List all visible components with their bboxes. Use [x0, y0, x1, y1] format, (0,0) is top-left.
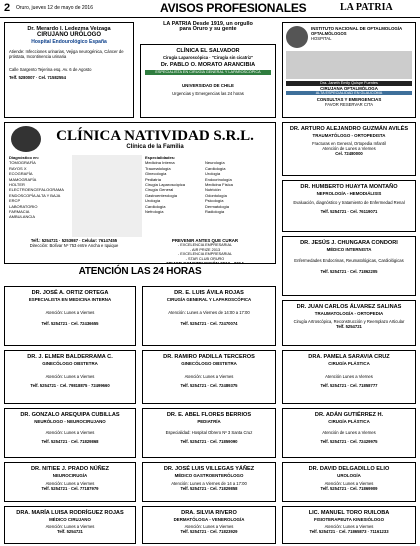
specialty: CIRUGÍA PLÁSTICA [328, 419, 370, 424]
specialty-item: Urología [145, 198, 161, 204]
doctor-name: DR. JESÚS J. CHUNGARA CONDORI [300, 240, 398, 246]
hospital: Hospital Endourológico España [31, 39, 107, 45]
ad-phone: Telf. 5254721 · Cel. 71865873 · 71161233 [309, 529, 389, 534]
university: UNIVERSIDAD DE CHILE [182, 82, 234, 88]
ad-text: Atención: Lunes a Viernes de 14:00 a 17:00 [168, 310, 250, 315]
paper-name: LA PATRIA [340, 2, 393, 13]
diag-item: HOLTER [9, 182, 25, 188]
specialty-item: Cardiología [145, 203, 166, 209]
specialty-band: ALTA ESPECIALIDAD EN GLAUCOMA [286, 91, 412, 96]
diag-item: FARMACIA [9, 209, 30, 215]
ad-text: Atención Lunes a Viernes [325, 374, 373, 379]
doctor-name: DR. GONZALO AREQUIPA CUBILLAS [20, 412, 120, 418]
doctor-name: DR. E. ABEL FLORES BERRIOS [166, 412, 252, 418]
clinic-logo [11, 126, 41, 152]
specialty-item: Endocrinología [205, 176, 232, 182]
doctor-name: DR. JUAN CARLOS ÁLVAREZ SALINAS [296, 304, 402, 310]
ad-text: Atención de Lunes a Viernes [322, 146, 376, 151]
ad-prado [4, 462, 136, 502]
specialty: MÉDICO GASTROENTERÓLOGO [174, 473, 244, 478]
ad-phone: Cel. 72480000 [335, 151, 363, 156]
specialty-item: Cirugía General [145, 187, 174, 193]
ad-text: Atención: Lunes a Viernes [45, 310, 95, 315]
tagline: Cirugía Laparoscópica · "Cirugía sin cicatriz" [162, 55, 254, 60]
doctor-name: Dra. Janeth Emily Quispe Fuentes [286, 81, 412, 86]
ad-phone: Telf. 5254721 · Cel. 71858777 [320, 383, 378, 388]
institute-logo [286, 26, 308, 48]
specialty: CIRUJANO URÓLOGO [36, 32, 101, 38]
ad-gutierrez [282, 408, 416, 458]
ad-text: Atención: Lunes a Viernes [184, 374, 234, 379]
page-header [0, 0, 420, 18]
ad-phone: Telf. 5254721 · Cel. 79818875 · 72499660 [30, 383, 110, 388]
specialty: NEUROCIRUGÍA [52, 473, 88, 478]
diag-heading: Diagnóstico en: [9, 155, 40, 160]
ad-patria [140, 22, 276, 42]
specialty-band: ESPECIALISTA EN CIRUGÍA GENERAL Y LAPAROSCÓPICA [145, 70, 271, 75]
specialty: ESPECIALISTA EN MEDICINA INTERNA [28, 297, 112, 302]
specialty-item: Traumatología [145, 165, 171, 171]
specialty-item: Urología [205, 171, 221, 177]
clinic-subtitle: Clínica de la Familia [126, 144, 184, 150]
award: - STAR CLUB ORURO [185, 256, 225, 261]
ad-arequipa [4, 408, 136, 458]
prevent: PREVENIR ANTES QUE CURAR [171, 238, 239, 243]
ad-phone: Telf. 5254721 [336, 324, 362, 329]
ad-natividad [4, 122, 276, 264]
diag-item: TOMOGRAFÍA [9, 160, 36, 166]
doctor-name: DR. HUMBERTO HUAYTA MONTAÑO [300, 184, 398, 190]
specialty: TRAUMATOLOGÍA - ORTOPEDIA [314, 311, 384, 316]
ad-balderrama [4, 350, 136, 404]
reserve: FAVOR RESERVAR CITA [324, 102, 374, 108]
ad-address: Calle Sargento Tejerina esq. Av. 6 de Agosto [9, 67, 92, 72]
specialty-item: Pediatría [145, 176, 162, 182]
photo-strip [286, 51, 412, 79]
diag-item: LABORATORIO [9, 203, 38, 209]
specialty-item: Medicina Física [205, 182, 233, 188]
specialty-item: Neurología [205, 160, 225, 166]
specialty: UROLOGÍA [337, 473, 361, 478]
ad-text: Atención: Lunes a Viernes [45, 430, 95, 435]
specialty: TRAUMATÓLOGO - ORTOPEDISTA [312, 133, 386, 138]
ad-ortega [4, 286, 136, 346]
ad-phone: Telf. 5254721 · Cel. 72429975 [320, 439, 378, 444]
institute-hospital: HOSPITAL [311, 36, 332, 41]
hours: Urgencias y Emergencias las 24 horas [172, 90, 244, 96]
specialty-item: Cardiología [205, 165, 226, 171]
specialty: MÉDICO INTERNISTA [326, 247, 372, 252]
doctor-name: DR. ARTURO ALEJANDRO GUZMÁN AVILÉS [289, 126, 409, 132]
ad-ruiloba [282, 506, 416, 544]
ad-text: Atención: Lunes a Viernes [184, 524, 234, 529]
ad-berrios [142, 408, 276, 458]
ad-aviles [282, 122, 416, 176]
ad-rivero [142, 506, 276, 544]
diag-item: ECOGRAFÍA [9, 171, 33, 177]
specialty-item: Cirugía Laparoscópica [145, 182, 186, 188]
ad-delgadillo [282, 462, 416, 502]
ad-text: Atención: Lunes a Viernes [45, 374, 95, 379]
slogan-line1: LA PATRIA Desde 1919, un orgullo [163, 21, 253, 27]
diag-item: AMBULANCIA [9, 214, 36, 220]
specialty: PEDIATRÍA [197, 419, 221, 424]
ad-phone: Telf. 5254721 · Cel. 71862205 [320, 269, 378, 274]
attention-24h: ATENCIÓN LAS 24 HORAS [78, 266, 202, 277]
ad-text: Atención: Lunes a Viernes [45, 481, 95, 486]
ad-text: Atiende: Infecciones urinarias, Vejiga neurogénica, Cáncer de próstata, Incontinencia urinaria [9, 49, 124, 59]
ad-phone: Telf. 5254721 · Cel. 77187979 [41, 486, 99, 491]
ad-text: Cirugía Artroscópica, Reconstrucción y Reemplazo Articular [293, 319, 405, 324]
specialty: MÉDICO CIRUJANO [49, 517, 91, 522]
consult: CONSULTAS Y EMERGENCIAS [316, 97, 382, 103]
specialty: NEFROLOGÍA - HEMODIÁLISIS [316, 191, 382, 196]
ad-text: Atención: Lunes a Viernes [324, 524, 374, 529]
ad-oftalmologia [282, 22, 416, 118]
ad-phone: Telf. 5254721 · Cel. 71869909 [320, 486, 378, 491]
diag-item: ELECTROENCEFALOGRAMA [9, 187, 64, 193]
ad-salinas [282, 300, 416, 346]
institute-name: INSTITUTO NACIONAL DE OFTALMOLOGÍA [311, 26, 403, 31]
doctor-name: DR. NITIEE J. PRADO NÚÑEZ [30, 466, 109, 472]
doctor-name: DR. J. ELMER BALDERRAMA C. [27, 354, 113, 360]
doctor-name: DR. RAMIRO PADILLA TERCEROS [163, 354, 255, 360]
ad-avila [142, 286, 276, 346]
doctor-name: DRA. SILVIA RIVERO [181, 510, 237, 516]
award: - EXCELENCIA EMPRESARIAL [177, 252, 233, 257]
specialty-item: Radiología [205, 209, 225, 215]
ad-phone: Telf. 5254721 [57, 529, 83, 534]
doctor-name: DRA. MARÍA LUISA RODRÍGUEZ ROJAS [16, 510, 124, 516]
doctor-name: DR. JOSÉ LUIS VILLEGAS YÁÑEZ [163, 466, 255, 472]
doctor-name: Dr. PABLO O. MORATO ARANCIBIA [160, 62, 256, 68]
ad-text: Especialidad: Hospital Obrero Nº 3 Santa Cruz [165, 430, 253, 435]
page-date: Oruro, jueves 12 de mayo de 2016 [16, 5, 93, 11]
ad-text: Atención de Lunes a Viernes [322, 430, 376, 435]
specialty: CIRUGÍA GENERAL Y LAPAROSCÓPICA [166, 297, 252, 302]
best: MEJOR CONSTRUCCIÓN 2013 - 2014 [166, 261, 244, 264]
ad-ledezma [4, 22, 134, 118]
ad-villegas [142, 462, 276, 502]
slogan-line2: para Oruro y su gente [179, 26, 237, 32]
ad-text: Atención: Lunes a Viernes [45, 524, 95, 529]
specialty: GINECÓLOGO OBSTETRA [42, 361, 98, 366]
ad-phone: Telf. 5254721 · Cel. 72436655 [41, 321, 99, 326]
ad-phone: Telf. 5254721 · Cel. 72470074 [180, 321, 238, 326]
ad-saravia [282, 350, 416, 404]
ad-phone: Telf. 5280007 · Cel. 71582554 [9, 75, 66, 80]
doctor-name: DR. E. LUIS ÁVILA ROJAS [174, 290, 244, 296]
doctor-name: DR. DAVID DELGADILLO ELIO [308, 466, 390, 472]
doctor-name: DR. JOSÉ A. ORTIZ ORTEGA [31, 290, 109, 296]
specialty: DERMATÓLOGA - VENEROLOGÍA [173, 517, 245, 522]
ad-salvador [140, 44, 276, 118]
specialty-item: Gastroenterología [145, 192, 178, 198]
diag-item: RAYOS X [9, 165, 27, 171]
ad-chungara [282, 236, 416, 296]
ad-text: Atención: Lunes a Viernes [324, 481, 374, 486]
specialty: CIRUJANA OFTALMÓLOGA [320, 85, 378, 91]
specialty-item: Nutrición [205, 187, 221, 193]
diag-item: ENDOSCOPÍA ALTA Y BAJA [9, 192, 61, 198]
ad-rodriguez [4, 506, 136, 544]
ad-text: Enfermedades Endocrinas, Reumatológicas, Cardiológicas [294, 258, 404, 263]
section-title: AVISOS PROFESIONALES [160, 1, 307, 15]
specialty: FISIOTERAPEUTA KINESIÓLOGO [313, 517, 384, 522]
award: - EXCELENCIA EMPRESARIAL [177, 243, 233, 247]
ad-phone: Telf. 5254721 · Cel. 71859090 [180, 439, 238, 444]
ad-text: Atención: Lunes a Viernes de 14 a 17:00 [171, 481, 247, 486]
clinic-name: CLÍNICA NATIVIDAD S.R.L. [56, 128, 254, 144]
doctor-name: Dr. Merardo I. Ledezma Veizaga [27, 26, 111, 32]
ad-phone: Telf. 5254721 · Cel. 71823929 [180, 529, 238, 534]
specialty-item: Psicología [205, 198, 224, 204]
ad-phone: Telf. 5254721 · Cel. 71829868 [41, 439, 99, 444]
award: - AIR PRIZE 2013 [189, 247, 221, 252]
institute-type: OFTALMÓLOGOS [311, 31, 347, 36]
ad-text: Evaluación, diagnóstico y tratamiento de Enfermedad Renal [293, 200, 405, 205]
specialty: GINECÓLOGO OBSTETRA [181, 361, 237, 366]
phones: Telf.: 5254721 · 5253987 · Celular: 76147455 [30, 238, 118, 243]
page-number: 2 [4, 2, 11, 14]
clinic-name: CLÍNICA EL SALVADOR [176, 48, 240, 54]
diag-item: MAMOGRAFÍA [9, 176, 37, 182]
building-photo [72, 155, 142, 237]
doctor-name: LIC. MANUEL TORO RUILOBA [308, 510, 390, 516]
specialty: NEURÓLOGO - NEUROCIRUJANO [34, 419, 106, 424]
specialties-heading: Especialidades: [145, 155, 176, 160]
specialty: CIRUGÍA PLÁSTICA [328, 361, 370, 366]
ad-phone: Telf. 5254721 · Cel. 72489375 [180, 383, 238, 388]
doctor-name: DRA. PAMELA SARAVIA CRUZ [308, 354, 390, 360]
specialty-item: Odontología [205, 192, 227, 198]
ad-phone: Telf. 5254721 · Cel. 71829858 [180, 486, 238, 491]
diag-item: ERCP [9, 198, 21, 204]
specialty-item: Nefrología [145, 209, 164, 215]
doctor-name: DR. ADÁN GUTIÉRREZ H. [314, 412, 384, 418]
ad-text: Fracturas en General, Ortopedia Infantil [312, 141, 386, 146]
ad-padilla [142, 350, 276, 404]
specialty-item: Medicina Interna [145, 160, 175, 166]
specialty-item: Ginecología [145, 171, 167, 177]
ad-huayta [282, 180, 416, 232]
header-rule [0, 17, 420, 18]
address: Dirección: Bolívar Nº 753 entre Ancha e Iquique [29, 243, 119, 248]
specialty-item: Dermatología [205, 203, 230, 209]
ad-phone: Telf. 5254721 · Cel. 76119071 [320, 209, 378, 214]
